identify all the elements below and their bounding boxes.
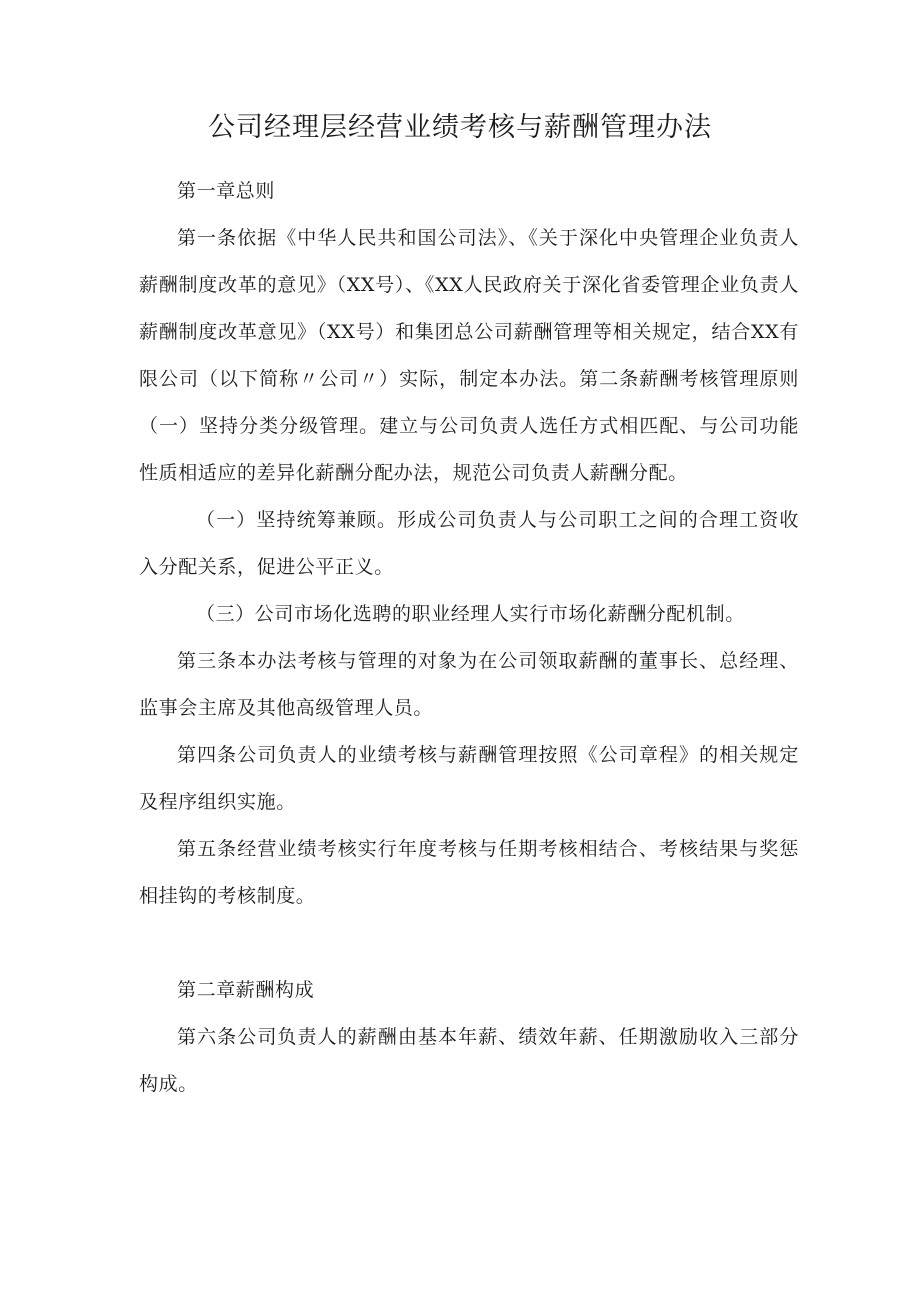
article-5-paragraph: 第五条经营业绩考核实行年度考核与任期考核相结合、考核结果与奖惩相挂钩的考核制度。 — [139, 838, 799, 907]
principle-item-2-paragraph: （一）坚持统筹兼顾。形成公司负责人与公司职工之间的合理工资收入分配关系，促进公平正义。 — [139, 509, 799, 578]
article-6-paragraph: 第六条公司负责人的薪酬由基本年薪、绩效年薪、任期激励收入三部分构成。 — [139, 1026, 799, 1095]
document-title: 公司经理层经营业绩考核与薪酬管理办法 — [208, 112, 712, 143]
principle-item-3-paragraph: （三）公司市场化选聘的职业经理人实行市场化薪酬分配机制。 — [196, 603, 745, 625]
article-1-paragraph: 第一条依据《中华人民共和国公司法》、《关于深化中央管理企业负责人薪酬制度改革的意见》（XX号）、《XX人民政府关于深化省委管理企业负责人薪酬制度改革意见》（XX号）和集团总公司薪酬管理等相关规定，结合XX有限公司（以下简称〃公司〃）实际，制定本办法。第二条薪酬考核管理原则（一）坚持分类分级管理。建立与公司负责人选任方式相匹配、与公司功能性质相适应的差异化薪酬分配办法，规范公司负责人薪酬分配。 — [139, 227, 799, 484]
chapter-1-heading: 第一章总则 — [177, 180, 276, 202]
document-body — [139, 168, 799, 1108]
chapter-2-heading: 第二章薪酬构成 — [177, 979, 315, 1001]
article-3-paragraph: 第三条本办法考核与管理的对象为在公司领取薪酬的董事长、总经理、监事会主席及其他高级管理人员。 — [139, 650, 799, 719]
article-4-paragraph: 第四条公司负责人的业绩考核与薪酬管理按照《公司章程》的相关规定及程序组织实施。 — [139, 744, 799, 813]
chapter-spacer — [139, 920, 799, 967]
